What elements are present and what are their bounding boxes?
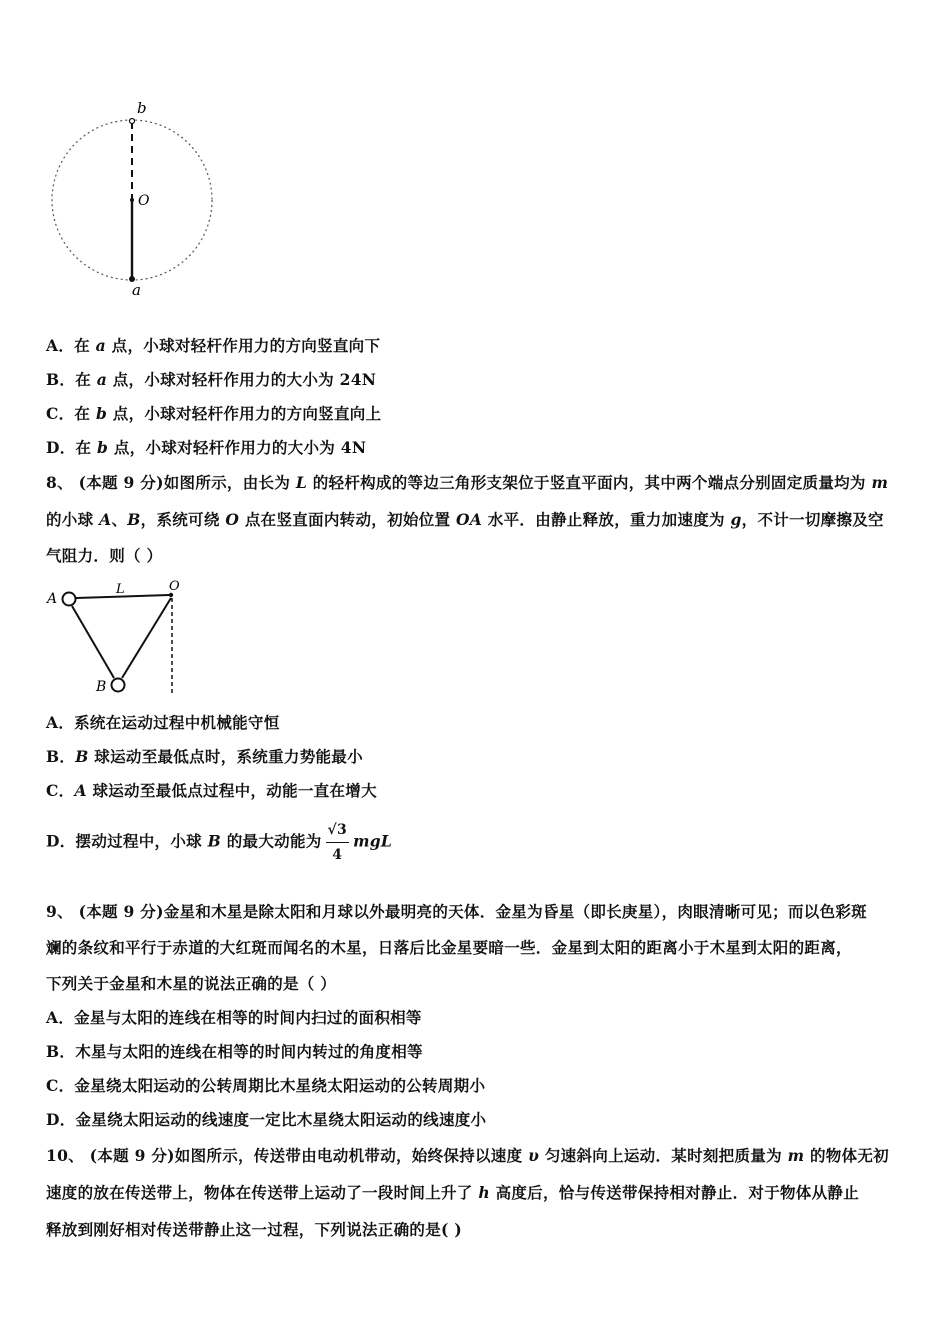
q10-stem-line1: 10、 (本题 9 分)如图所示，传送带由电动机带动，始终保持以速度 υ 匀速斜向上运动．某时刻把质量为 m 的物体无初 (46, 1146, 889, 1165)
ball-a (63, 593, 76, 606)
q9-stem-line2: 斓的条纹和平行于赤道的大红斑而闻名的木星，日落后比金星要暗一些．金星到太阳的距离小于木星到太阳的距离， (46, 938, 852, 957)
q9-option-a: A．金星与太阳的连线在相等的时间内扫过的面积相等 (46, 1008, 422, 1027)
q8-option-b: B．B 球运动至最低点时，系统重力势能最小 (46, 747, 363, 766)
ball-b (130, 119, 135, 124)
q8-stem-line3: 气阻力．则（ ） (46, 546, 163, 565)
q7-option-c: C．在 b 点，小球对轻杆作用力的方向竖直向上 (46, 404, 382, 423)
q8-stem-line1: 8、 (本题 9 分)如图所示，由长为 L 的轻杆构成的等边三角形支架位于竖直平面内，其中两个端点分别固定质量均为 m (46, 473, 889, 492)
q8-option-d: D．摆动过程中，小球 B 的最大动能为 $\frac{√3}{4}$ mgL (46, 818, 392, 867)
q8-option-c: C．A 球运动至最低点过程中，动能一直在增大 (46, 781, 377, 800)
label-o: O (169, 579, 180, 594)
label-l: L (116, 582, 125, 597)
q9-option-c: C．金星绕太阳运动的公转周期比木星绕太阳运动的公转周期小 (46, 1076, 486, 1095)
label-a: A (47, 591, 58, 607)
q7-option-b: B．在 a 点，小球对轻杆作用力的大小为 24N (46, 370, 377, 389)
q8-stem-line2: 的小球 A、B，系统可绕 O 点在竖直面内转动，初始位置 OA 水平．由静止释放，重力加速度为 g，不计一切摩擦及空 (46, 510, 884, 529)
circle-rod-figure (40, 95, 230, 305)
label-o: O (138, 193, 150, 209)
pivot-o (130, 198, 134, 202)
fraction-sqrt3-over-4: $\frac{√3}{4}$ (326, 818, 350, 867)
q9-option-b: B．木星与太阳的连线在相等的时间内转过的角度相等 (46, 1042, 423, 1061)
label-a: a (132, 281, 141, 299)
label-b: B (96, 679, 107, 695)
q7-option-d: D．在 b 点，小球对轻杆作用力的大小为 4N (46, 438, 367, 457)
q10-stem-line3: 释放到刚好相对传送带静止这一过程，下列说法正确的是( ) (46, 1220, 462, 1239)
q9-option-d: D．金星绕太阳运动的线速度一定比木星绕太阳运动的线速度小 (46, 1110, 487, 1129)
q8-option-a: A．系统在运动过程中机械能守恒 (46, 713, 280, 732)
q9-stem-line3: 下列关于金星和木星的说法正确的是（ ） (46, 974, 337, 993)
ball-b (112, 679, 125, 692)
q9-stem-line1: 9、 (本题 9 分)金星和木星是除太阳和月球以外最明亮的天体．金星为昏星（即长庚星），肉眼清晰可见；而以色彩斑 (46, 902, 867, 921)
rod-bo (122, 598, 171, 678)
q10-stem-line2: 速度的放在传送带上，物体在传送带上运动了一段时间上升了 h 高度后，恰与传送带保持相对静止．对于物体从静止 (46, 1183, 859, 1202)
q7-option-a: A．在 a 点，小球对轻杆作用力的方向竖直向下 (46, 336, 381, 355)
triangle-figure (44, 578, 194, 700)
rod-ab (72, 606, 114, 678)
label-b: b (137, 99, 147, 117)
